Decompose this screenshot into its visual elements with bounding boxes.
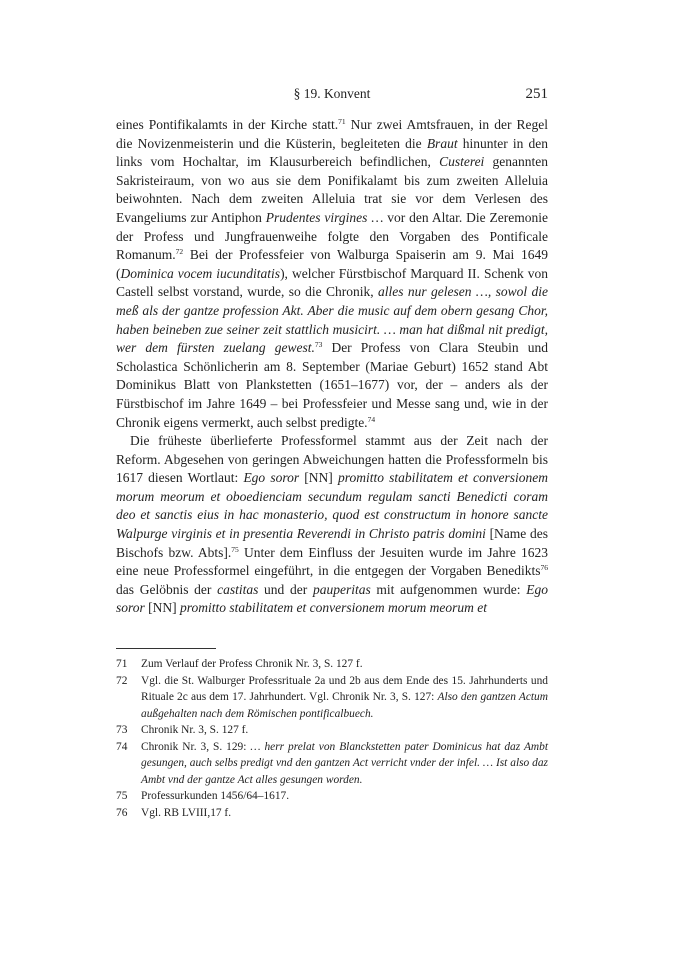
- text-run: und der: [258, 581, 313, 597]
- italic-text: Custerei: [439, 154, 485, 170]
- italic-text: castitas: [217, 581, 259, 597]
- footnote-number: 74: [116, 740, 128, 753]
- text-run: Zum Verlauf der Profess Chronik Nr. 3, S. 127 f.: [141, 658, 363, 670]
- text-run: Vgl. die St. Walburger Professrituale 2a und 2b aus dem Ende des 15. Jahrhunderts und Rituale 2c aus dem 17. Jahrhundert. Vgl. Chronik Nr. 3, S. 127:: [141, 674, 548, 703]
- footnote-ref: 75: [231, 544, 239, 554]
- text-run: [NN]: [299, 470, 338, 486]
- text-run: ), welcher Fürstbischof Marquard II. Schenk von Castell selbst vorstand, wurde, so die Chronik,: [116, 265, 548, 300]
- footnotes: [116, 656, 548, 821]
- footnote-ref: 74: [367, 414, 376, 424]
- footnote: [116, 788, 548, 805]
- text-run: vor den Altar. Die Zeremonie der Profess und Jungfrauenweihe folgte den Vorgaben des Pontificale Romanum.: [116, 209, 549, 263]
- footnote-text: [141, 673, 548, 723]
- body-text: [116, 116, 548, 618]
- text-run: Der Profess von Clara Steubin und Scholastica Schönlicherin am 8. September (Mariae Geburt) 1652 stand Abt Dominikus Blatt von Plankstetten (1651–1677) vor, der – anders als der Fürstbischof im Jahre 1649 – bei Professfeier und Messe sang und, wie in der Chronik eigens vermerkt, auch selbst predigte.: [116, 340, 548, 430]
- text-run: Die früheste überlieferte Professformel stammt aus der Zeit nach der Reform. Abgesehen von geringen Abweichungen hatten die Professformeln bis 1617 diesen Wortlaut:: [116, 433, 548, 486]
- text-run: Nur zwei Amtsfrauen, in der Regel die Novizenmeisterin und die Küsterin, begleiteten die: [116, 117, 548, 151]
- text-run: [NN]: [144, 600, 181, 616]
- text-run: Chronik Nr. 3, S. 127 f.: [141, 724, 249, 736]
- italic-text: pauperitas: [312, 581, 371, 597]
- text-run: Unter dem Einfluss der Jesuiten wurde im Jahre 1623 eine neue Professformel eingeführt, in die entgegen der Vorgaben Benedikts: [116, 544, 549, 579]
- text-run: Bei der Professfeier von Walburga Spaiserin am 9. Mai 1649 (: [116, 247, 548, 281]
- paragraph: [116, 432, 548, 618]
- footnote-text: [141, 739, 548, 789]
- footnote: [116, 656, 548, 673]
- italic-text: alles nur gelesen …, sowol die meß als der gantze profession Akt. Aber die music auf dem obern gesang Chor, haben beineben zue seiner zeit stattlich musicirt. … man hat dißmal nit predigt, wer dem fürsten zuelang gewest.: [116, 284, 548, 356]
- section-title: § 19. Konvent: [293, 86, 371, 101]
- text-run: eines Pontifikalamts in der Kirche statt.: [116, 117, 339, 132]
- italic-text: Ego soror: [116, 581, 548, 616]
- footnote-divider: [116, 648, 216, 649]
- footnote-number: 75: [116, 790, 128, 802]
- text-run: Chronik Nr. 3, S. 129:: [141, 740, 251, 753]
- italic-text: Also den gantzen Actum außgehalten nach dem Römischen pontificalbuech.: [141, 691, 548, 720]
- italic-text: Dominica vocem iucunditatis: [120, 265, 281, 281]
- italic-text: promitto stabilitatem et conversionem morum meorum et oboedienciam secundum regulam sancti Benedicti coram deo et sanctis eius in hac monasterio, quod est constructum in honore sancte Walpurge virginis et in presentia Reverendi in Christo patris domini: [116, 470, 548, 542]
- footnote: [116, 673, 548, 723]
- paragraph: [116, 116, 548, 432]
- footnote-number: 71: [116, 658, 128, 670]
- footnote-text: [141, 722, 548, 739]
- italic-text: … herr prelat von Blanckstetten pater Dominicus hat daz Ambt gesungen, auch selbs predigt vnd den gantzen Act verricht vnder der infel. … Ist also daz Ambt vnd der gantze Act alles gesungen worden.: [141, 740, 548, 786]
- italic-text: Prudentes virgines …: [265, 209, 384, 225]
- footnote-text: [141, 788, 548, 805]
- text-run: das Gelöbnis der: [116, 581, 218, 597]
- italic-text: Ego soror: [243, 470, 300, 486]
- text-run: [Name des Bischofs bzw. Abts].: [116, 526, 548, 560]
- footnote-ref: 71: [338, 117, 346, 126]
- footnote: [116, 805, 548, 822]
- text-run: mit aufgenommen wurde:: [370, 581, 527, 597]
- footnote-ref: 73: [314, 340, 323, 350]
- footnote-text: [141, 656, 548, 673]
- footnote-number: 72: [116, 674, 128, 687]
- footnote-ref: 76: [540, 563, 548, 573]
- text-run: hinunter in den links vom Hochaltar, im Klausurbereich befindlichen,: [116, 135, 548, 170]
- italic-text: promitto stabilitatem et conversionem morum meorum et: [180, 600, 487, 616]
- footnote-ref: 72: [175, 247, 184, 257]
- running-head: [116, 86, 548, 106]
- text-run: Professurkunden 1456/64–1617.: [141, 790, 290, 802]
- footnote-text: [141, 805, 548, 822]
- footnote: [116, 739, 548, 789]
- italic-text: Braut: [426, 135, 458, 151]
- page-number: 251: [525, 86, 548, 102]
- text-run: genannten Sakristeiraum, von wo aus sie dem Ponifikalamt bis zum zweiten Alleluia beiwohnten. Nach dem zweiten Alleluia trat sie vor dem Verlesen des Evangeliums zur Antiphon: [116, 154, 548, 225]
- footnote-number: 73: [116, 724, 128, 736]
- footnote: [116, 722, 548, 739]
- text-run: Vgl. RB LVIII,17 f.: [141, 806, 232, 819]
- footnote-number: 76: [116, 806, 128, 819]
